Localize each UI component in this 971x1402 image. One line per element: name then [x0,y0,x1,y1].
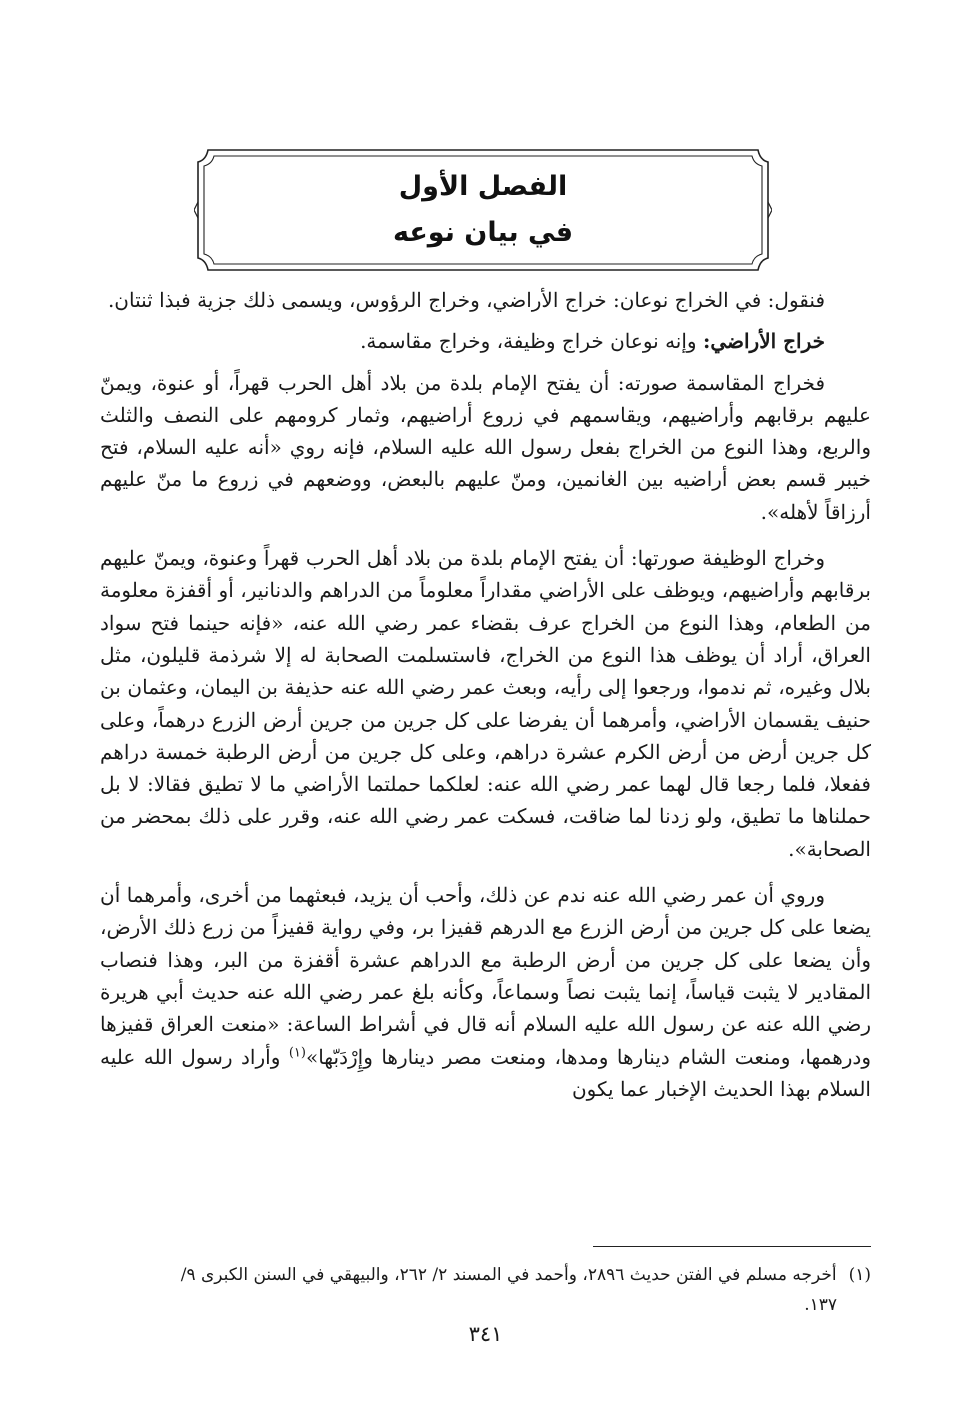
footnote [100,1260,871,1320]
paragraph-land-kharaj: خراج الأراضي: وإنه نوعان خراج وظيفة، وخراج مقاسمة. [360,329,825,354]
footnote-continuation: ١٣٧. [804,1295,837,1315]
footnote-divider [593,1246,871,1247]
chapter-title-frame [194,146,772,274]
page-number: ٣٤١ [468,1322,503,1346]
paragraph-wazifa: وخراج الوظيفة صورتها: أن يفتح الإمام بلدة من بلاد أهل الحرب قهراً وعنوة، ويمنّ عليهم برقابهم وأراضيهم، ويوظف على الأراضي مقداراً معلوماً من الدراهم والدنانير، أو أقفزة معلومة من الطعام، وهذا النوع من الخراج عرف بقضاء عمر رضي الله عنه، «فإنه حينما فتح سواد العراق، أراد أن يوظف هذا النوع من الخراج، فاستسلمت الصحابة له إلا شرذمة قليلون، مثل بلال وغيره، ثم ندموا، ورجعوا إلى رأيه، وبعث عمر رضي الله عنه حذيفة بن اليمان، وعثمان بن حنيف يقسمان الأراضي، وأمرهما أن يفرضا على كل جرين من جرين أرض الزرع درهماً، وعلى كل جرين أرض من أرض الكرم عشرة دراهم، وعلى كل جرين من أرض الرطبة خمسة دراهم ففعلا، فلما رجعا قال لهما عمر رضي الله عنه: لعلكما حملتما الأراضي ما لا تطيق فقالا: لا بل حملناها ما تطيق، ولو زدنا لما ضاقت، فسكت عمر رضي الله عنه، وقرر على ذلك بمحضر من الصحابة». [100,546,871,861]
main-text [100,284,871,1114]
section-label: خراج الأراضي: [702,329,825,354]
paragraph-muqasama: فخراج المقاسمة صورته: أن يفتح الإمام بلدة من بلاد أهل الحرب قهراً، أو عنوة، ويمنّ عليهم برقابهم وأراضيهم، ويقاسمهم في زروع أراضيهم، وثمار كرومهم على النصف والثلث والربع، وهذا النوع من الخراج بفعل رسول الله عليه السلام، فإنه روي «أنه عليه السلام، فتح خيبر قسم بعض أراضيه بين الغانمين، ومنّ عليهم بالبعض، ووضعهم في زروع ما منّ عليهم أرزاقاً لأهله». [100,370,871,524]
paragraph-umar-regret: وروي أن عمر رضي الله عنه ندم عن ذلك، وأحب أن يزيد، فبعثهما من أخرى، وأمرهما أن يضعا على كل جرين من أرض الزرع مع الدرهم قفيزا بر، وفي رواية قفيزاً من زرع ذلك الأرض، وأن يضعا على كل جرين من أرض الرطبة مع الدراهم عشرة أقفزة من البر، وهذا فنصاب المقادير لا يثبت قياساً، إنما يثبت نصاً وسماعاً، وكأنه بلغ عمر رضي الله عنه حديث أبي هريرة رضي الله عنه عن رسول الله عليه السلام أنه قال في أشراط الساعة: «منعت العراق قفيزها ودرهمها، ومنعت الشام دينارها ومدها، ومنعت مصر دينارها وإِرْدَبّها»$^{(١)}$ وأراد رسول الله عليه السلام بهذا الحديث الإخبار عما يكون [100,883,871,1101]
chapter-title: الفصل الأول [398,171,568,202]
footnote-reference[interactable]: (١) [288,1044,306,1060]
paragraph-intro: فنقول: في الخراج نوعان: خراج الأراضي، وخراج الرؤوس، ويسمى ذلك جزية فبذا ثنتان. [107,288,825,312]
footnote-line: (١)أخرجه مسلم في الفتن حديث ٢٨٩٦، وأحمد في المسند ٢/ ٢٦٢، والبيهقي في السنن الكبرى ٩/ [180,1265,871,1285]
footnote-marker: (١) [848,1265,871,1285]
chapter-subtitle: في بيان نوعه [392,217,574,248]
